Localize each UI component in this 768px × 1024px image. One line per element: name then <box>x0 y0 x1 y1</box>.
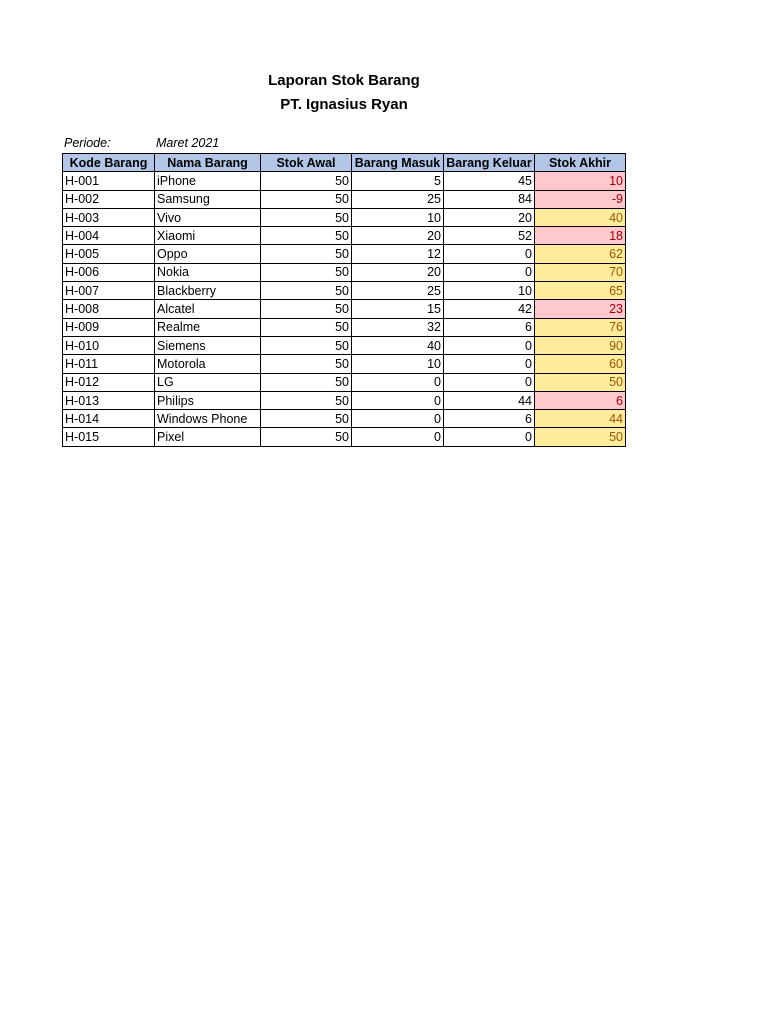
cell-kode-barang: H-008 <box>63 300 155 318</box>
cell-stok-awal: 50 <box>261 355 352 373</box>
cell-kode-barang: H-003 <box>63 208 155 226</box>
cell-barang-keluar: 0 <box>444 355 535 373</box>
cell-kode-barang: H-006 <box>63 263 155 281</box>
table-row <box>63 428 626 446</box>
cell-barang-masuk: 0 <box>352 373 444 391</box>
cell-nama-barang: Samsung <box>155 190 261 208</box>
cell-stok-akhir: 10 <box>535 172 626 190</box>
cell-stok-akhir: 90 <box>535 336 626 354</box>
table-row <box>63 282 626 300</box>
cell-barang-keluar: 10 <box>444 282 535 300</box>
cell-barang-keluar: 45 <box>444 172 535 190</box>
cell-barang-keluar: 6 <box>444 318 535 336</box>
period-label: Periode: <box>64 136 111 150</box>
cell-stok-awal: 50 <box>261 245 352 263</box>
stock-table <box>62 153 626 447</box>
cell-kode-barang: H-004 <box>63 227 155 245</box>
header-stok-awal: Stok Awal <box>261 154 352 172</box>
table-row <box>63 263 626 281</box>
cell-stok-akhir: 44 <box>535 410 626 428</box>
cell-stok-awal: 50 <box>261 208 352 226</box>
cell-barang-keluar: 0 <box>444 373 535 391</box>
cell-nama-barang: LG <box>155 373 261 391</box>
cell-barang-keluar: 44 <box>444 391 535 409</box>
table-row <box>63 318 626 336</box>
table-row <box>63 227 626 245</box>
cell-stok-awal: 50 <box>261 336 352 354</box>
cell-nama-barang: Nokia <box>155 263 261 281</box>
cell-nama-barang: Windows Phone <box>155 410 261 428</box>
cell-kode-barang: H-007 <box>63 282 155 300</box>
cell-stok-awal: 50 <box>261 373 352 391</box>
cell-stok-akhir: 18 <box>535 227 626 245</box>
cell-barang-keluar: 42 <box>444 300 535 318</box>
cell-stok-akhir: 65 <box>535 282 626 300</box>
cell-barang-masuk: 12 <box>352 245 444 263</box>
cell-barang-keluar: 52 <box>444 227 535 245</box>
cell-nama-barang: Vivo <box>155 208 261 226</box>
cell-kode-barang: H-015 <box>63 428 155 446</box>
report-title: Laporan Stok Barang <box>268 72 420 89</box>
cell-kode-barang: H-012 <box>63 373 155 391</box>
cell-barang-masuk: 5 <box>352 172 444 190</box>
company-name: PT. Ignasius Ryan <box>280 96 408 113</box>
cell-barang-masuk: 32 <box>352 318 444 336</box>
cell-kode-barang: H-013 <box>63 391 155 409</box>
header-nama-barang: Nama Barang <box>155 154 261 172</box>
cell-barang-masuk: 0 <box>352 410 444 428</box>
table-row <box>63 410 626 428</box>
cell-stok-akhir: 23 <box>535 300 626 318</box>
cell-barang-keluar: 0 <box>444 263 535 281</box>
table-row <box>63 172 626 190</box>
cell-nama-barang: Realme <box>155 318 261 336</box>
cell-nama-barang: Pixel <box>155 428 261 446</box>
cell-barang-masuk: 25 <box>352 190 444 208</box>
table-row <box>63 391 626 409</box>
cell-barang-keluar: 0 <box>444 336 535 354</box>
cell-kode-barang: H-001 <box>63 172 155 190</box>
period-value: Maret 2021 <box>156 136 220 150</box>
cell-kode-barang: H-011 <box>63 355 155 373</box>
cell-barang-keluar: 20 <box>444 208 535 226</box>
cell-stok-awal: 50 <box>261 318 352 336</box>
cell-stok-awal: 50 <box>261 410 352 428</box>
cell-stok-akhir: 40 <box>535 208 626 226</box>
cell-nama-barang: Motorola <box>155 355 261 373</box>
cell-barang-masuk: 20 <box>352 263 444 281</box>
cell-barang-masuk: 0 <box>352 428 444 446</box>
table-row <box>63 300 626 318</box>
cell-kode-barang: H-009 <box>63 318 155 336</box>
cell-barang-masuk: 25 <box>352 282 444 300</box>
cell-barang-keluar: 0 <box>444 428 535 446</box>
cell-stok-akhir: 60 <box>535 355 626 373</box>
cell-barang-keluar: 0 <box>444 245 535 263</box>
cell-stok-awal: 50 <box>261 391 352 409</box>
table-row <box>63 208 626 226</box>
cell-stok-akhir: 50 <box>535 373 626 391</box>
cell-stok-awal: 50 <box>261 172 352 190</box>
table-row <box>63 190 626 208</box>
header-barang-keluar: Barang Keluar <box>444 154 535 172</box>
cell-stok-awal: 50 <box>261 190 352 208</box>
header-stok-akhir: Stok Akhir <box>535 154 626 172</box>
cell-stok-awal: 50 <box>261 300 352 318</box>
cell-barang-masuk: 10 <box>352 208 444 226</box>
table-row <box>63 245 626 263</box>
cell-barang-masuk: 15 <box>352 300 444 318</box>
cell-stok-awal: 50 <box>261 282 352 300</box>
cell-kode-barang: H-005 <box>63 245 155 263</box>
cell-barang-keluar: 84 <box>444 190 535 208</box>
header-barang-masuk: Barang Masuk <box>352 154 444 172</box>
cell-barang-masuk: 20 <box>352 227 444 245</box>
cell-stok-akhir: 70 <box>535 263 626 281</box>
cell-kode-barang: H-002 <box>63 190 155 208</box>
cell-barang-keluar: 6 <box>444 410 535 428</box>
table-row <box>63 373 626 391</box>
cell-stok-akhir: 62 <box>535 245 626 263</box>
cell-kode-barang: H-010 <box>63 336 155 354</box>
cell-nama-barang: Philips <box>155 391 261 409</box>
cell-nama-barang: iPhone <box>155 172 261 190</box>
table-row <box>63 355 626 373</box>
cell-nama-barang: Siemens <box>155 336 261 354</box>
cell-stok-awal: 50 <box>261 263 352 281</box>
cell-stok-awal: 50 <box>261 227 352 245</box>
cell-barang-masuk: 40 <box>352 336 444 354</box>
cell-nama-barang: Oppo <box>155 245 261 263</box>
cell-stok-akhir: 6 <box>535 391 626 409</box>
table-row <box>63 336 626 354</box>
cell-kode-barang: H-014 <box>63 410 155 428</box>
cell-stok-awal: 50 <box>261 428 352 446</box>
table-header-row <box>63 154 626 172</box>
header-kode-barang: Kode Barang <box>63 154 155 172</box>
cell-nama-barang: Alcatel <box>155 300 261 318</box>
cell-stok-akhir: 76 <box>535 318 626 336</box>
cell-nama-barang: Xiaomi <box>155 227 261 245</box>
cell-stok-akhir: -9 <box>535 190 626 208</box>
cell-stok-akhir: 50 <box>535 428 626 446</box>
cell-barang-masuk: 0 <box>352 391 444 409</box>
cell-nama-barang: Blackberry <box>155 282 261 300</box>
cell-barang-masuk: 10 <box>352 355 444 373</box>
